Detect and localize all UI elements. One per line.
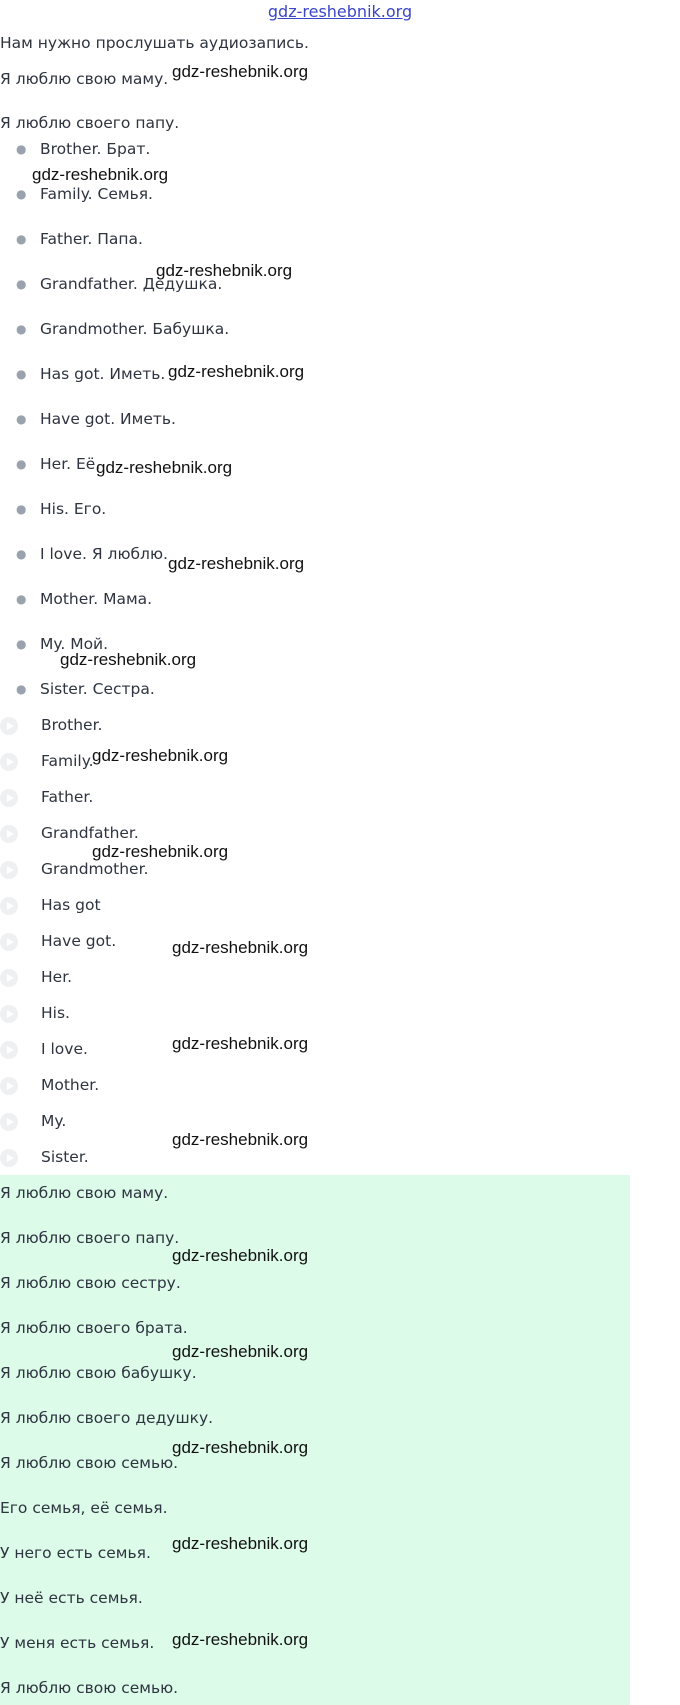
watermark: gdz-reshebnik.org (172, 1034, 309, 1053)
bullet-icon: ● (16, 412, 27, 426)
bullet-icon: ● (16, 232, 27, 246)
answer-line: Я люблю своего брата. (0, 1319, 188, 1337)
play-icon[interactable] (0, 1113, 18, 1131)
watermark: gdz-reshebnik.org (32, 165, 169, 184)
answer-line: У меня есть семья. (0, 1634, 155, 1652)
play-icon[interactable] (0, 897, 18, 915)
list-item: Father. Папа. (40, 230, 143, 248)
list-item: Brother. Брат. (40, 140, 151, 158)
bullet-icon: ● (16, 592, 27, 606)
bullet-icon: ● (16, 322, 27, 336)
watermark: gdz-reshebnik.org (172, 1342, 309, 1361)
intro-line: Я люблю своего папу. (0, 114, 180, 132)
list-item: Her. Её. (40, 455, 101, 473)
answer-line: Я люблю свою маму. (0, 1184, 169, 1202)
list-item: Has got. Иметь. (40, 365, 166, 383)
play-icon[interactable] (0, 969, 18, 987)
watermark: gdz-reshebnik.org (172, 1630, 309, 1649)
list-item: Family. Семья. (40, 185, 153, 203)
intro-line: Нам нужно прослушать аудиозапись. (0, 34, 309, 52)
list-item: My. Мой. (40, 635, 109, 653)
watermark: gdz-reshebnik.org (172, 1130, 309, 1149)
watermark: gdz-reshebnik.org (172, 1534, 309, 1553)
bullet-icon: ● (16, 457, 27, 471)
answer-line: У неё есть семья. (0, 1589, 143, 1607)
watermark: gdz-reshebnik.org (60, 650, 197, 669)
audio-item-label: Grandfather. (41, 824, 139, 842)
audio-item-label: I love. (41, 1040, 88, 1058)
list-item: I love. Я люблю. (40, 545, 168, 563)
watermark: gdz-reshebnik.org (92, 842, 229, 861)
play-icon[interactable] (0, 1077, 18, 1095)
watermark: gdz-reshebnik.org (168, 362, 305, 381)
audio-item-label: Family. (41, 752, 94, 770)
site-link[interactable]: gdz-reshebnik.org (267, 2, 413, 21)
list-item: Sister. Сестра. (40, 680, 155, 698)
play-icon[interactable] (0, 1149, 18, 1167)
list-item: Have got. Иметь. (40, 410, 176, 428)
audio-item-label: Brother. (41, 716, 103, 734)
play-icon[interactable] (0, 717, 18, 735)
play-icon[interactable] (0, 933, 18, 951)
bullet-icon: ● (16, 682, 27, 696)
answer-box (0, 1175, 630, 1705)
audio-item-label: His. (41, 1004, 70, 1022)
bullet-icon: ● (16, 367, 27, 381)
watermark: gdz-reshebnik.org (92, 746, 229, 765)
answer-line: Я люблю свою семью. (0, 1679, 179, 1697)
answer-line: Я люблю своего дедушку. (0, 1409, 214, 1427)
answer-line: Я люблю своего папу. (0, 1229, 180, 1247)
play-icon[interactable] (0, 861, 18, 879)
bullet-icon: ● (16, 142, 27, 156)
play-icon[interactable] (0, 825, 18, 843)
answer-line: Я люблю свою бабушку. (0, 1364, 197, 1382)
audio-item-label: Sister. (41, 1148, 89, 1166)
audio-item-label: Has got (41, 896, 101, 914)
list-item: His. Его. (40, 500, 107, 518)
audio-item-label: Her. (41, 968, 73, 986)
watermark: gdz-reshebnik.org (172, 1438, 309, 1457)
bullet-icon: ● (16, 502, 27, 516)
audio-item-label: Mother. (41, 1076, 100, 1094)
bullet-icon: ● (16, 187, 27, 201)
bullet-icon: ● (16, 637, 27, 651)
play-icon[interactable] (0, 1041, 18, 1059)
watermark: gdz-reshebnik.org (168, 554, 305, 573)
watermark: gdz-reshebnik.org (96, 458, 233, 477)
audio-item-label: Grandmother. (41, 860, 149, 878)
intro-line: Я люблю свою маму. (0, 70, 169, 88)
answer-line: Его семья, её семья. (0, 1499, 168, 1517)
bullet-icon: ● (16, 547, 27, 561)
audio-item-label: My. (41, 1112, 67, 1130)
list-item: Grandmother. Бабушка. (40, 320, 230, 338)
watermark: gdz-reshebnik.org (172, 938, 309, 957)
watermark: gdz-reshebnik.org (172, 62, 309, 81)
bullet-icon: ● (16, 277, 27, 291)
audio-item-label: Have got. (41, 932, 117, 950)
audio-item-label: Father. (41, 788, 94, 806)
watermark: gdz-reshebnik.org (172, 1246, 309, 1265)
answer-line: Я люблю свою сестру. (0, 1274, 181, 1292)
play-icon[interactable] (0, 1005, 18, 1023)
play-icon[interactable] (0, 753, 18, 771)
answer-line: У него есть семья. (0, 1544, 151, 1562)
play-icon[interactable] (0, 789, 18, 807)
list-item: Mother. Мама. (40, 590, 153, 608)
answer-line: Я люблю свою семью. (0, 1454, 179, 1472)
list-item: Grandfather. Дедушка. (40, 275, 223, 293)
watermark: gdz-reshebnik.org (156, 261, 293, 280)
